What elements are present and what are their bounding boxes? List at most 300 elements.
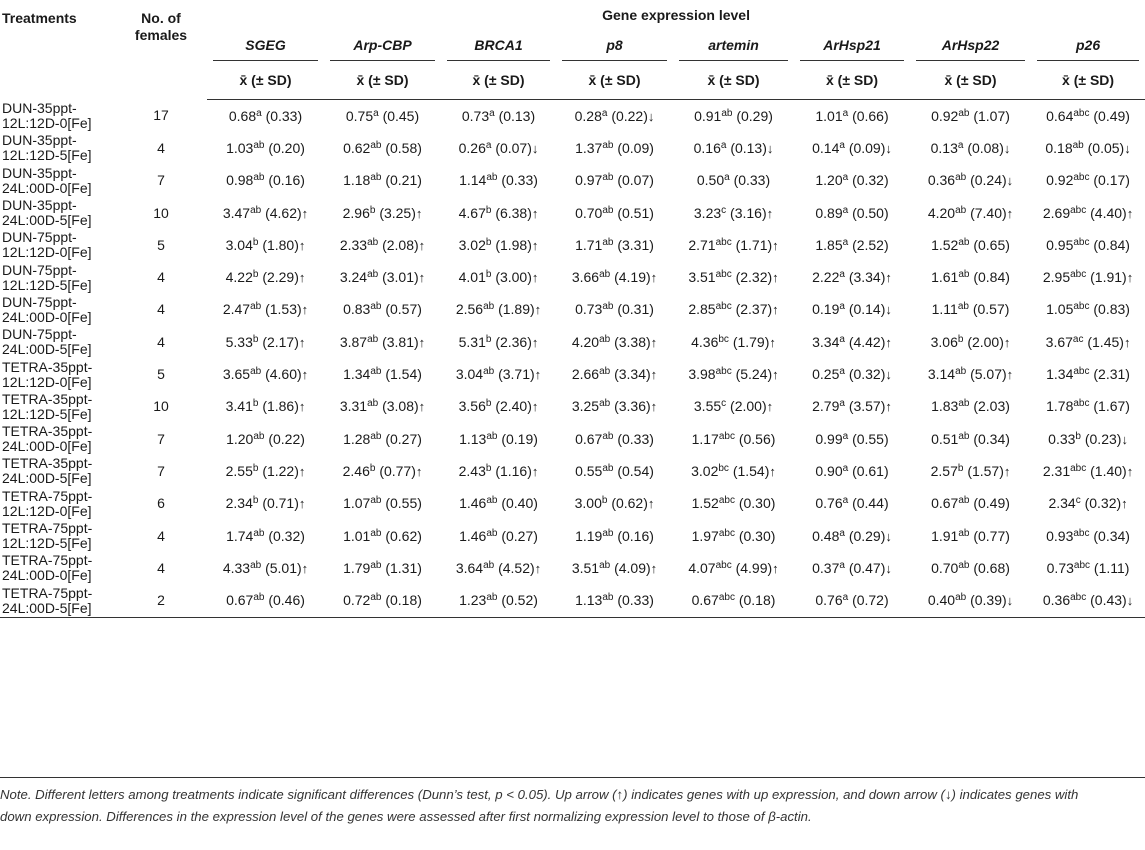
table-row	[0, 423, 1145, 455]
significance-letters: abc	[1073, 301, 1090, 313]
treatment-line-1: DUN-35ppt-	[2, 99, 77, 116]
significance-letters: ab	[958, 430, 970, 442]
expression-cell	[207, 391, 324, 423]
mean-value: 0.18	[1045, 139, 1073, 156]
up-arrow-icon: ↑	[531, 463, 539, 479]
mean-value: 2.56	[455, 301, 484, 318]
mean-value: 1.20	[815, 172, 843, 189]
treatment-cell	[0, 455, 115, 487]
significance-letters: ab	[602, 172, 614, 184]
expression-cell	[207, 261, 324, 293]
up-arrow-icon: ↑	[298, 334, 306, 350]
up-arrow-icon: ↑	[769, 463, 776, 479]
table-row	[0, 552, 1145, 584]
mean-value: 1.85	[815, 236, 843, 253]
sd-value: (0.47)	[848, 559, 886, 576]
sd-value: (1.53)	[265, 301, 302, 318]
mean-value: 2.79	[812, 398, 840, 415]
sd-value: (1.31)	[385, 559, 422, 576]
females-count: 7	[157, 462, 165, 479]
sd-value: (2.03)	[973, 398, 1010, 415]
significance-letters: ab	[370, 527, 382, 539]
sd-value: (3.16)	[730, 204, 767, 221]
up-arrow-icon: ↑	[534, 367, 542, 383]
gene-name: artemin	[679, 30, 788, 61]
significance-letters: bc	[718, 462, 729, 474]
expression-cell	[556, 165, 673, 197]
significance-letters: ab	[602, 139, 614, 151]
significance-letters: a	[839, 139, 845, 151]
significance-letters: ab	[958, 527, 970, 539]
mean-value: 0.14	[812, 139, 840, 156]
expression-cell	[794, 455, 910, 487]
treatment-line-1: TETRA-35ppt-	[2, 423, 93, 440]
mean-value: 0.91	[694, 107, 722, 124]
significance-letters: abc	[1070, 204, 1087, 216]
significance-letters: ab	[250, 559, 262, 571]
expression-cell	[207, 520, 324, 552]
mean-value: 2.85	[688, 301, 716, 318]
sd-value: (3.25)	[379, 204, 416, 221]
expression-cell	[794, 423, 910, 455]
significance-letters: abc	[718, 430, 735, 442]
mean-value: 0.97	[575, 172, 603, 189]
expression-cell	[794, 132, 910, 164]
expression-cell	[441, 132, 556, 164]
sd-value: (1.16)	[495, 462, 532, 479]
expression-cell	[794, 294, 910, 326]
expression-cell	[673, 326, 794, 358]
mean-value: 0.48	[812, 527, 840, 544]
sd-value: (0.62)	[611, 495, 648, 512]
expression-cell	[794, 261, 910, 293]
females-count: 6	[157, 495, 165, 512]
gene-name: p26	[1037, 30, 1139, 61]
expression-cell	[556, 229, 673, 261]
mean-value: 1.83	[931, 398, 959, 415]
significance-letters: ab	[250, 301, 262, 313]
mean-value: 0.67	[931, 495, 959, 512]
sd-value: (3.81)	[382, 333, 419, 350]
treatment-line-2: 12L:12D-0[Fe]	[2, 373, 92, 390]
mean-value: 0.72	[343, 592, 371, 609]
significance-letters: a	[601, 107, 608, 119]
mean-value: 0.40	[927, 592, 956, 609]
expression-cell	[1031, 197, 1145, 229]
mean-value: 2.95	[1042, 269, 1071, 286]
significance-letters: ab	[367, 269, 379, 281]
sd-value: (4.62)	[265, 204, 302, 221]
mean-value: 0.28	[574, 107, 602, 124]
down-arrow-icon: ↓	[766, 140, 774, 156]
expression-cell	[207, 488, 324, 520]
up-arrow-icon: ↑	[885, 270, 892, 286]
down-arrow-icon: ↓	[531, 140, 539, 156]
significance-letters: b	[369, 204, 376, 216]
expression-cell	[673, 294, 794, 326]
up-arrow-icon: ↑	[1006, 367, 1014, 383]
mean-value: 2.69	[1042, 204, 1071, 221]
gene-name: ArHsp21	[800, 30, 904, 61]
expression-cell	[673, 261, 794, 293]
treatment-cell	[0, 294, 115, 326]
significance-letters: b	[485, 398, 492, 410]
expression-cell	[794, 584, 910, 617]
gene-header-3	[556, 29, 673, 61]
expression-cell	[324, 100, 441, 133]
significance-letters: ab	[486, 495, 498, 507]
significance-letters: a	[842, 107, 849, 119]
mean-value: 2.55	[225, 462, 253, 479]
significance-letters: ab	[721, 107, 733, 119]
sd-value: (3.08)	[382, 398, 419, 415]
note-line-2: down expression. Differences in the expression level of the genes were assessed after first normalizing expression level to those of β-actin.	[0, 808, 812, 824]
sd-value: (5.24)	[735, 366, 773, 383]
mean-value: 0.76	[815, 592, 843, 609]
gene-header-6	[910, 29, 1031, 61]
significance-letters: ab	[486, 430, 498, 442]
expression-cell	[207, 584, 324, 617]
sd-value: (0.54)	[617, 462, 654, 479]
expression-cell	[441, 552, 556, 584]
mean-value: 3.04	[455, 366, 484, 383]
sd-value: (4.40)	[1090, 204, 1127, 221]
significance-letters: abc	[718, 495, 735, 507]
females-count: 4	[157, 139, 165, 156]
sd-value: (0.32)	[848, 366, 886, 383]
treatment-cell	[0, 520, 115, 552]
table-row	[0, 520, 1145, 552]
significance-letters: ab	[370, 559, 382, 571]
up-arrow-icon: ↑	[650, 560, 658, 576]
mean-value: 1.78	[1046, 398, 1074, 415]
sd-value: (0.45)	[382, 107, 420, 124]
mean-value: 0.68	[228, 107, 257, 124]
significance-letters: ac	[1072, 333, 1084, 345]
up-arrow-icon: ↑	[301, 560, 309, 576]
expression-cell	[324, 326, 441, 358]
sd-label: x̄ (± SD)	[324, 61, 441, 100]
significance-letters: ab	[602, 236, 614, 248]
expression-cell	[324, 455, 441, 487]
up-arrow-icon: ↑	[298, 399, 306, 415]
sd-value: (7.40)	[970, 204, 1007, 221]
up-arrow-icon: ↑	[650, 270, 658, 286]
treatment-line-2: 12L:12D-0[Fe]	[2, 502, 92, 519]
significance-letters: b	[601, 495, 608, 507]
sd-value: (0.77)	[379, 462, 416, 479]
mean-value: 1.05	[1046, 301, 1074, 318]
mean-value: 1.07	[343, 495, 371, 512]
females-count: 4	[157, 559, 165, 576]
sd-value: (0.34)	[973, 430, 1010, 447]
treatment-line-2: 24L:00D-0[Fe]	[2, 308, 92, 325]
mean-value: 0.76	[815, 495, 843, 512]
sd-value: (0.07)	[617, 172, 654, 189]
expression-cell	[910, 391, 1031, 423]
significance-letters: a	[489, 107, 495, 119]
table-row	[0, 197, 1145, 229]
significance-letters: ab	[370, 366, 382, 378]
gene-name: BRCA1	[447, 30, 550, 61]
significance-letters: ab	[486, 172, 498, 184]
sd-value: (0.29)	[736, 107, 773, 124]
mean-value: 5.31	[458, 333, 486, 350]
sd-value: (0.18)	[385, 592, 422, 609]
expression-cell	[441, 358, 556, 390]
mean-value: 0.90	[815, 462, 843, 479]
expression-cell	[324, 488, 441, 520]
mean-value: 3.64	[455, 559, 484, 576]
treatment-line-1: DUN-35ppt-	[2, 164, 77, 181]
mean-value: 3.00	[574, 495, 602, 512]
mean-value: 3.55	[693, 398, 722, 415]
expression-cell	[673, 100, 794, 133]
treatment-cell	[0, 100, 115, 133]
significance-letters: abc	[1073, 527, 1090, 539]
significance-letters: ab	[250, 366, 262, 378]
significance-letters: ab	[483, 559, 495, 571]
significance-letters: a	[839, 269, 845, 281]
sd-value: (6.38)	[495, 204, 532, 221]
expression-cell	[556, 423, 673, 455]
mean-value: 1.28	[343, 430, 371, 447]
significance-letters: ab	[253, 527, 265, 539]
up-arrow-icon: ↑	[301, 205, 309, 221]
mean-value: 0.83	[343, 301, 371, 318]
significance-letters: ab	[253, 172, 265, 184]
mean-value: 0.99	[815, 430, 843, 447]
up-arrow-icon: ↑	[1126, 270, 1134, 286]
significance-letters: ab	[370, 172, 382, 184]
mean-value: 1.03	[226, 139, 254, 156]
significance-letters: b	[957, 333, 964, 345]
sd-value: (3.71)	[498, 366, 535, 383]
mean-value: 0.37	[812, 559, 840, 576]
mean-value: 0.95	[1046, 236, 1074, 253]
expression-cell	[441, 294, 556, 326]
sd-value: (0.84)	[973, 269, 1010, 286]
up-arrow-icon: ↑	[647, 496, 655, 512]
sd-label: x̄ (± SD)	[441, 61, 556, 100]
mean-value: 1.74	[226, 527, 254, 544]
table-row	[0, 358, 1145, 390]
expression-cell	[556, 391, 673, 423]
expression-cell	[1031, 423, 1145, 455]
mean-value: 0.73	[1046, 559, 1074, 576]
expression-cell	[324, 423, 441, 455]
significance-letters: abc	[1073, 236, 1090, 248]
treatment-line-1: TETRA-35ppt-	[2, 358, 93, 375]
sd-value: (0.33)	[617, 592, 654, 609]
down-arrow-icon: ↓	[1126, 593, 1134, 609]
treatment-line-1: DUN-75ppt-	[2, 261, 77, 278]
mean-value: 2.22	[812, 269, 840, 286]
mean-value: 0.33	[1048, 430, 1076, 447]
up-arrow-icon: ↑	[301, 302, 309, 318]
mean-value: 4.20	[927, 204, 956, 221]
mean-value: 0.36	[1042, 592, 1071, 609]
significance-letters: ab	[958, 269, 970, 281]
note-line-1: Note. Different letters among treatments indicate significant differences (Dunn’s test, p < 0.05). Up arrow (↑) indicates genes with up expression, and down arrow (↓) indicates genes with	[0, 787, 1079, 802]
expression-cell	[1031, 391, 1145, 423]
mean-value: 2.43	[458, 462, 486, 479]
expression-cell	[207, 100, 324, 133]
mean-value: 3.34	[812, 333, 840, 350]
down-arrow-icon: ↓	[885, 367, 892, 383]
up-arrow-icon: ↑	[650, 334, 658, 350]
treatment-line-1: TETRA-35ppt-	[2, 455, 93, 472]
sd-value: (0.71)	[262, 495, 299, 512]
up-arrow-icon: ↑	[1126, 205, 1134, 221]
mean-value: 4.67	[458, 204, 486, 221]
up-arrow-icon: ↑	[531, 399, 539, 415]
expression-cell	[673, 423, 794, 455]
sd-value: (0.30)	[738, 495, 776, 512]
expression-cell	[556, 261, 673, 293]
up-arrow-icon: ↑	[415, 463, 423, 479]
sd-value: (0.72)	[852, 592, 889, 609]
significance-letters: abc	[718, 592, 735, 604]
mean-value: 0.67	[691, 592, 719, 609]
treatment-line-2: 12L:12D-0[Fe]	[2, 114, 92, 131]
down-arrow-icon: ↓	[1006, 593, 1014, 609]
sd-value: (4.99)	[735, 559, 773, 576]
up-arrow-icon: ↑	[650, 399, 658, 415]
sd-value: (0.55)	[852, 430, 889, 447]
up-arrow-icon: ↑	[1123, 334, 1131, 350]
expression-cell	[910, 132, 1031, 164]
table-row	[0, 584, 1145, 617]
sd-value: (3.31)	[617, 236, 654, 253]
expression-cell	[910, 100, 1031, 133]
mean-value: 1.13	[575, 592, 603, 609]
sd-value: (2.17)	[262, 333, 299, 350]
sd-value: (0.68)	[973, 559, 1010, 576]
up-arrow-icon: ↑	[531, 270, 539, 286]
sd-value: (0.33)	[501, 172, 538, 189]
sd-value: (1.57)	[967, 462, 1004, 479]
expression-cell	[1031, 132, 1145, 164]
significance-letters: abc	[715, 559, 732, 571]
mean-value: 0.75	[345, 107, 374, 124]
significance-letters: ab	[958, 495, 970, 507]
mean-value: 5.33	[225, 333, 253, 350]
sd-value: (3.36)	[614, 398, 651, 415]
females-header-line2: females	[134, 27, 188, 43]
sd-value: (0.58)	[385, 139, 422, 156]
expression-cell	[673, 584, 794, 617]
expression-cell	[556, 100, 673, 133]
significance-letters: ab	[955, 366, 967, 378]
mean-value: 1.46	[459, 527, 487, 544]
expression-cell	[673, 391, 794, 423]
expression-cell	[794, 197, 910, 229]
mean-value: 3.06	[930, 333, 958, 350]
table-row	[0, 100, 1145, 133]
sd-value: (4.19)	[614, 269, 651, 286]
significance-letters: ab	[483, 366, 495, 378]
sd-value: (1.45)	[1087, 333, 1124, 350]
expression-cell	[794, 358, 910, 390]
expression-cell	[324, 294, 441, 326]
sd-value: (0.24)	[970, 172, 1007, 189]
mean-value: 0.16	[693, 139, 721, 156]
significance-letters: a	[839, 527, 845, 539]
significance-letters: ab	[602, 204, 614, 216]
expression-cell	[441, 423, 556, 455]
sd-value: (0.34)	[1093, 527, 1130, 544]
sd-label: x̄ (± SD)	[794, 61, 910, 100]
sd-value: (1.98)	[495, 236, 532, 253]
expression-cell	[910, 520, 1031, 552]
expression-cell	[324, 552, 441, 584]
sd-value: (0.22)	[268, 430, 305, 447]
expression-cell	[441, 165, 556, 197]
sd-value: (0.61)	[852, 462, 889, 479]
expression-cell	[441, 326, 556, 358]
mean-value: 4.07	[688, 559, 716, 576]
treatment-cell	[0, 423, 115, 455]
up-arrow-icon: ↑	[534, 560, 542, 576]
significance-letters: ab	[599, 366, 611, 378]
sd-value: (0.08)	[967, 139, 1004, 156]
expression-cell	[556, 520, 673, 552]
sd-value: (4.42)	[848, 333, 886, 350]
up-arrow-icon: ↑	[1126, 463, 1134, 479]
sd-value: (0.13)	[498, 107, 536, 124]
up-arrow-icon: ↑	[415, 205, 423, 221]
expression-cell	[441, 391, 556, 423]
up-arrow-icon: ↑	[766, 399, 774, 415]
sd-value: (0.17)	[1093, 172, 1130, 189]
sd-value: (1.22)	[262, 462, 299, 479]
mean-value: 1.71	[575, 236, 603, 253]
sd-value: (5.01)	[265, 559, 302, 576]
sd-label: x̄ (± SD)	[910, 61, 1031, 100]
expression-cell	[207, 132, 324, 164]
expression-cell	[207, 165, 324, 197]
expression-cell	[794, 552, 910, 584]
expression-cell	[441, 100, 556, 133]
down-arrow-icon: ↓	[1124, 140, 1131, 156]
expression-cell	[324, 391, 441, 423]
significance-letters: a	[839, 559, 845, 571]
expression-cell	[910, 165, 1031, 197]
expression-cell	[673, 488, 794, 520]
sd-value: (0.29)	[848, 527, 886, 544]
mean-value: 1.19	[575, 527, 603, 544]
significance-letters: bc	[718, 333, 729, 345]
mean-value: 0.98	[226, 172, 254, 189]
treatment-cell	[0, 197, 115, 229]
sd-value: (4.52)	[498, 559, 535, 576]
table-row	[0, 294, 1145, 326]
significance-letters: b	[252, 236, 259, 248]
expression-cell	[1031, 229, 1145, 261]
down-arrow-icon: ↓	[1003, 140, 1011, 156]
expression-cell	[794, 229, 910, 261]
expression-cell	[207, 326, 324, 358]
sd-value: (0.18)	[738, 592, 776, 609]
significance-letters: a	[485, 139, 492, 151]
sd-value: (0.46)	[268, 592, 305, 609]
up-arrow-icon: ↑	[772, 270, 779, 286]
mean-value: 2.46	[342, 462, 370, 479]
up-arrow-icon: ↑	[772, 237, 779, 253]
expression-cell	[910, 197, 1031, 229]
significance-letters: abc	[1073, 398, 1090, 410]
